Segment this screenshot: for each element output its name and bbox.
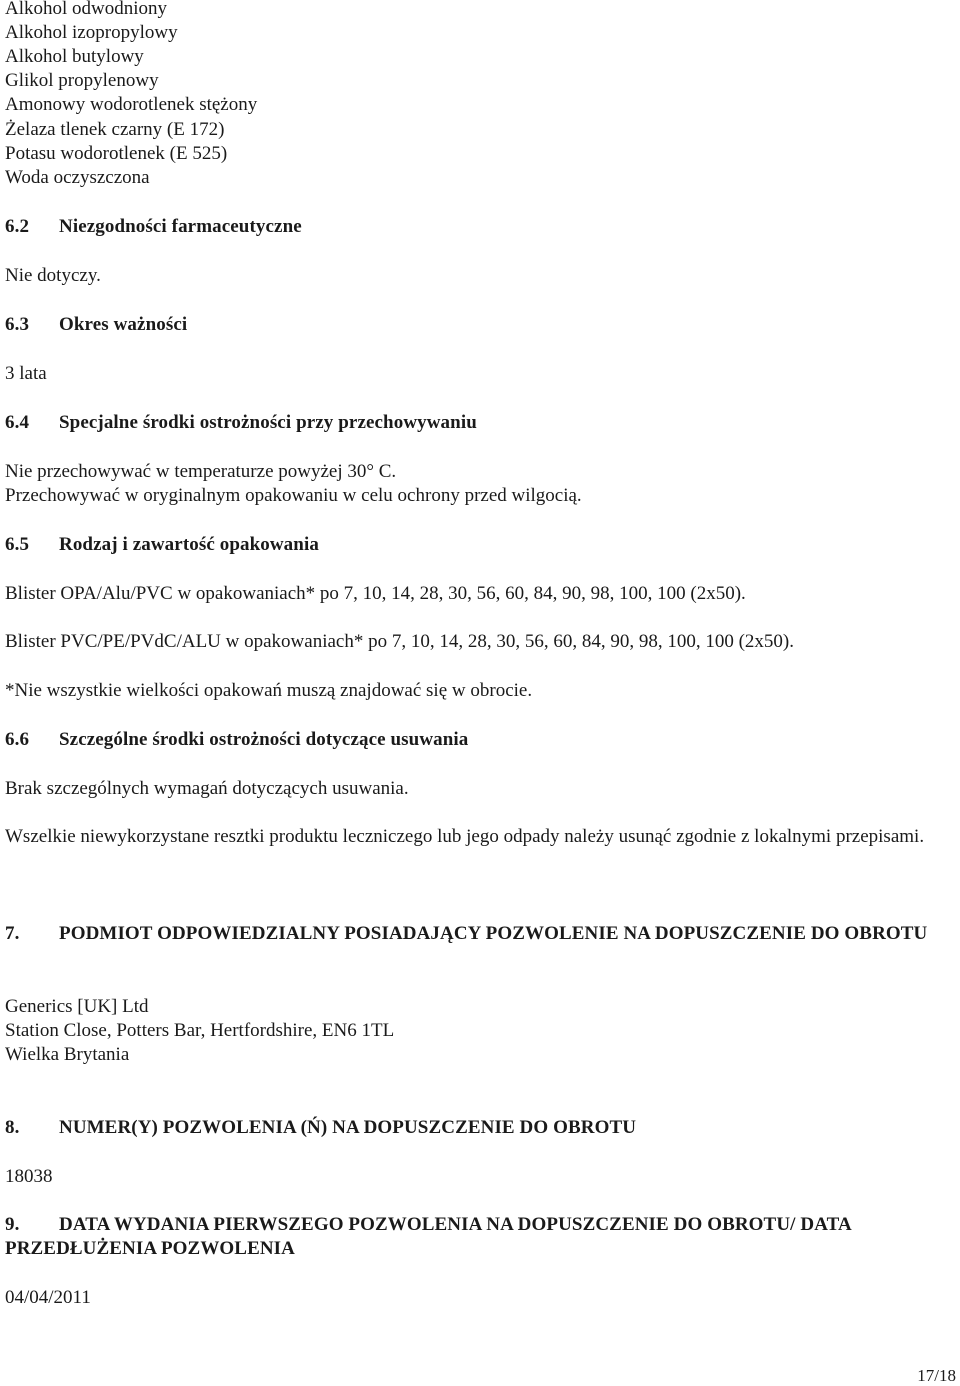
address-line: Generics [UK] Ltd (5, 996, 149, 1017)
authorisation-date: 04/04/2011 (5, 1287, 91, 1308)
excipient-item: Żelaza tlenek czarny (E 172) (5, 119, 225, 140)
excipient-item: Alkohol butylowy (5, 46, 144, 67)
section-text: Blister OPA/Alu/PVC w opakowaniach* po 7, 10, 14, 28, 30, 56, 60, 84, 90, 98, 100, 100 (2x50). (5, 583, 746, 604)
section-text: Nie przechowywać w temperaturze powyżej 30° C. (5, 461, 397, 482)
section-heading-6-3 (5, 313, 187, 337)
section-title: Niezgodności farmaceutyczne (59, 216, 302, 237)
address-line: Wielka Brytania (5, 1044, 130, 1065)
section-number: 6.4 (5, 412, 30, 433)
section-heading-6-6 (5, 728, 468, 752)
section-number: 6.3 (5, 314, 30, 335)
section-title: Szczególne środki ostrożności dotyczące usuwania (59, 729, 469, 750)
section-number: 9. (5, 1214, 20, 1235)
section-number: 7. (5, 923, 20, 944)
excipient-item: Amonowy wodorotlenek stężony (5, 94, 258, 115)
section-text: Nie dotyczy. (5, 265, 101, 286)
section-title: Okres ważności (59, 314, 188, 335)
section-text: 3 lata (5, 363, 47, 384)
excipient-item: Woda oczyszczona (5, 167, 150, 188)
excipient-item: Potasu wodorotlenek (E 525) (5, 143, 228, 164)
excipient-item: Glikol propylenowy (5, 70, 159, 91)
section-heading-7 (5, 922, 950, 946)
section-text: Blister PVC/PE/PVdC/ALU w opakowaniach* po 7, 10, 14, 28, 30, 56, 60, 84, 90, 98, 100, 100 (2x50). (5, 631, 795, 652)
section-heading-6-5 (5, 533, 319, 557)
excipient-item: Alkohol odwodniony (5, 0, 168, 19)
section-heading-8 (5, 1116, 636, 1140)
section-text: *Nie wszystkie wielkości opakowań muszą znajdować się w obrocie. (5, 680, 533, 701)
address-line: Station Close, Potters Bar, Hertfordshire, EN6 1TL (5, 1020, 395, 1041)
section-title: PODMIOT ODPOWIEDZIALNY POSIADAJĄCY POZWOLENIE NA DOPUSZCZENIE DO OBROTU (59, 923, 928, 944)
section-heading-6-4 (5, 411, 477, 435)
section-number: 6.6 (5, 729, 30, 750)
section-number: 6.2 (5, 216, 30, 237)
section-title: DATA WYDANIA PIERWSZEGO POZWOLENIA NA DOPUSZCZENIE DO OBROTU/ DATA PRZEDŁUŻENIA POZWOLENIA (5, 1214, 851, 1259)
section-text: Brak szczególnych wymagań dotyczących usuwania. (5, 778, 409, 799)
section-heading-9 (5, 1213, 950, 1261)
section-text: Wszelkie niewykorzystane resztki produktu leczniczego lub jego odpady należy usunąć zgodnie z lokalnymi przepisami. (5, 826, 925, 847)
section-title: Specjalne środki ostrożności przy przechowywaniu (59, 412, 477, 433)
section-number: 8. (5, 1117, 20, 1138)
section-number: 6.5 (5, 534, 30, 555)
excipient-item: Alkohol izopropylowy (5, 22, 178, 43)
section-heading-6-2 (5, 215, 302, 239)
page-number: 17/18 (917, 1366, 956, 1385)
authorisation-number: 18038 (5, 1166, 53, 1187)
section-title: Rodzaj i zawartość opakowania (59, 534, 319, 555)
section-title: NUMER(Y) POZWOLENIA (Ń) NA DOPUSZCZENIE DO OBROTU (59, 1117, 637, 1138)
section-text: Przechowywać w oryginalnym opakowaniu w celu ochrony przed wilgocią. (5, 485, 582, 506)
